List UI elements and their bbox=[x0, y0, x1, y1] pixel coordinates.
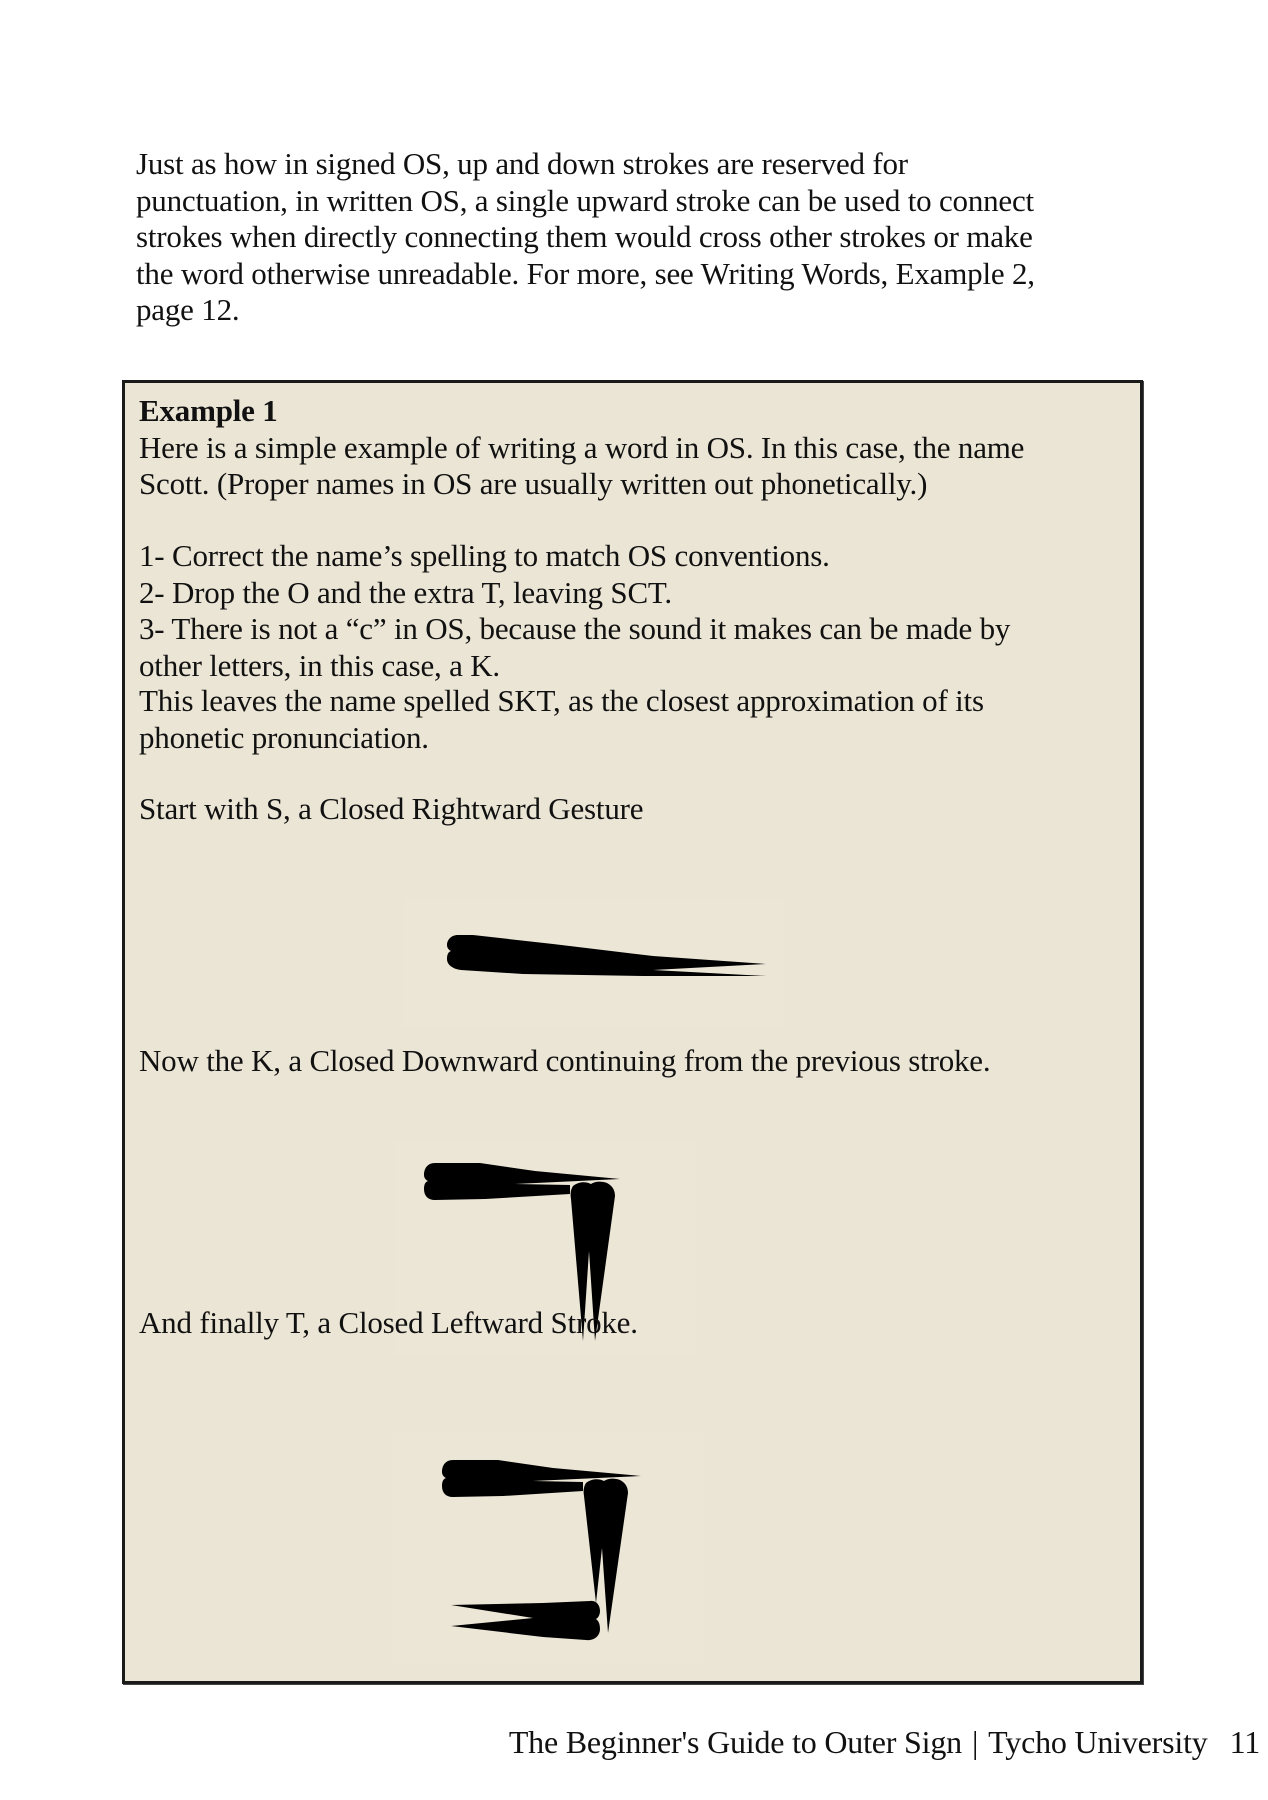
step-t-caption: And finally T, a Closed Leftward Stroke. bbox=[139, 1305, 638, 1340]
closed-rightward-downward-leftward-strokes-icon bbox=[393, 1433, 703, 1663]
intro-line: strokes when directly connecting them would cross other strokes or make bbox=[136, 219, 1033, 254]
intro-line: the word otherwise unreadable. For more, see Writing Words, Example 2, bbox=[136, 255, 1035, 291]
book-title: The Beginner's Guide to Outer Sign bbox=[508, 1724, 962, 1760]
example-1-box bbox=[122, 380, 1143, 1684]
intro-line: page 12. bbox=[136, 292, 240, 327]
example-intro-line: Scott. (Proper names in OS are usually written out phonetically.) bbox=[139, 466, 928, 501]
intro-paragraph bbox=[136, 146, 1136, 329]
step-k-caption: Now the K, a Closed Downward continuing from the previous stroke. bbox=[139, 1043, 991, 1078]
page-number: 11 bbox=[1229, 1724, 1260, 1760]
summary-line: phonetic pronunciation. bbox=[139, 719, 429, 755]
example-title: Example 1 bbox=[139, 393, 278, 428]
figure-s-stroke bbox=[403, 898, 783, 1028]
page-footer bbox=[509, 1724, 1260, 1761]
example-steps bbox=[139, 538, 1129, 684]
step-item: other letters, in this case, a K. bbox=[139, 647, 500, 683]
publisher-name: Tycho University bbox=[988, 1724, 1208, 1760]
figure-skt-strokes bbox=[393, 1433, 703, 1663]
example-summary bbox=[139, 683, 1129, 756]
example-intro-line: Here is a simple example of writing a word in OS. In this case, the name bbox=[139, 429, 1025, 465]
closed-rightward-stroke-icon bbox=[403, 898, 783, 1028]
step-item: 2- Drop the O and the extra T, leaving SCT. bbox=[139, 574, 672, 610]
step-s-caption: Start with S, a Closed Rightward Gesture bbox=[139, 791, 644, 826]
footer-separator: | bbox=[971, 1724, 979, 1760]
intro-line: punctuation, in written OS, a single upward stroke can be used to connect bbox=[136, 182, 1034, 218]
summary-line: This leaves the name spelled SKT, as the closest approximation of its bbox=[139, 683, 984, 718]
step-item: 1- Correct the name’s spelling to match OS conventions. bbox=[139, 538, 830, 573]
step-item: 3- There is not a “c” in OS, because the sound it makes can be made by bbox=[139, 611, 1011, 646]
intro-line: Just as how in signed OS, up and down strokes are reserved for bbox=[136, 146, 908, 181]
example-header bbox=[139, 393, 1129, 503]
